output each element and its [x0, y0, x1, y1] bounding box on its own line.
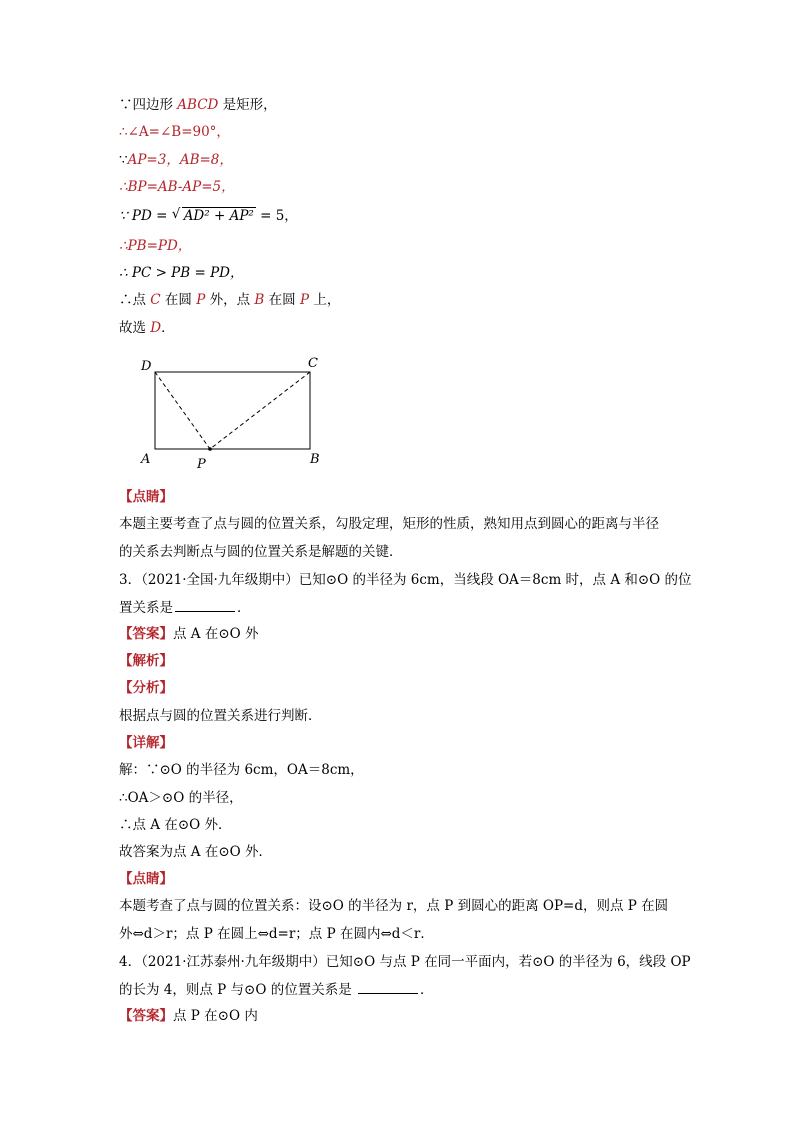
q3-detail-tag: 【详解】	[119, 735, 173, 751]
solution-line-6: ∴PB=PD，	[119, 238, 192, 254]
label-c: C	[308, 356, 318, 371]
comment-text-1b: 的关系去判断点与圆的位置关系是解题的关键．	[119, 544, 403, 560]
q3-comment-2: 外⇔d＞r；点 P 在圆上⇔d=r；点 P 在圆内⇔d＜r．	[119, 926, 434, 942]
label-b: B	[310, 452, 320, 467]
comment-tag-1: 【点睛】	[119, 489, 173, 505]
label-p: P	[197, 457, 206, 472]
q3-fenxi-tag: 【分析】	[119, 680, 173, 696]
q3-comment-tag: 【点睛】	[119, 871, 173, 887]
rectangle-abcd	[155, 372, 310, 449]
q4-stem-1: 4．（2021·江苏泰州·九年级期中）已知⊙O 与点 P 在同一平面内，若⊙O 的半径为 6，线段 OP	[119, 954, 691, 970]
q3-detail-2: ∴OA＞⊙O 的半径，	[119, 790, 243, 806]
q3-answer: 【答案】点 A 在⊙O 外	[119, 626, 259, 642]
solution-line-1: ∵四边形 ABCD 是矩形，	[119, 97, 277, 113]
q3-fenxi-text: 根据点与圆的位置关系进行判断．	[119, 708, 322, 724]
solution-line-2: ∴∠A=∠B=90°，	[119, 124, 230, 140]
answer-blank	[358, 979, 418, 994]
label-a: A	[141, 452, 151, 467]
q4-stem-2: 的长为 4，则点 P 与⊙O 的位置关系是 ．	[119, 979, 434, 1000]
solution-line-9: 故选 D．	[119, 320, 175, 336]
solution-line-8: ∴点 C 在圆 P 外，点 B 在圆 P 上，	[119, 292, 341, 308]
solution-line-7: ∴ PC > PB = PD，	[119, 265, 244, 281]
answer-blank	[175, 597, 235, 612]
solution-line-4: ∴BP=AB-AP=5，	[119, 179, 235, 195]
comment-text-1a: 本题主要考查了点与圆的位置关系，勾股定理，矩形的性质，熟知用点到圆心的距离与半径	[119, 516, 659, 532]
q3-stem-1: 3．（2021·全国·九年级期中）已知⊙O 的半径为 6cm，当线段 OA＝8cm 时，点 A 和⊙O 的位	[119, 572, 692, 588]
q3-comment-1: 本题考查了点与圆的位置关系：设⊙O 的半径为 r，点 P 到圆心的距离 OP=d，则点 P 在圆	[119, 898, 669, 914]
q3-stem-2: 置关系是 ．	[119, 597, 251, 618]
q3-detail-3: ∴点 A 在⊙O 外．	[119, 817, 232, 833]
q4-answer: 【答案】点 P 在⊙O 内	[119, 1008, 258, 1024]
segment-dp	[155, 372, 210, 449]
q3-detail-1: 解：∵⊙O 的半径为 6cm，OA＝8cm，	[119, 762, 364, 778]
label-d: D	[141, 359, 152, 374]
point-p-dot	[208, 447, 212, 451]
segment-cp	[210, 372, 310, 449]
sqrt-expression: √ AD² + AP²	[171, 206, 254, 224]
solution-line-5: ∵ PD = √ AD² + AP² = 5，	[119, 206, 298, 224]
rectangle-figure	[130, 350, 330, 475]
solution-line-3: ∵AP=3，AB=8，	[119, 152, 233, 168]
q3-analysis-tag: 【解析】	[119, 653, 173, 669]
q3-detail-4: 故答案为点 A 在⊙O 外．	[119, 844, 273, 860]
